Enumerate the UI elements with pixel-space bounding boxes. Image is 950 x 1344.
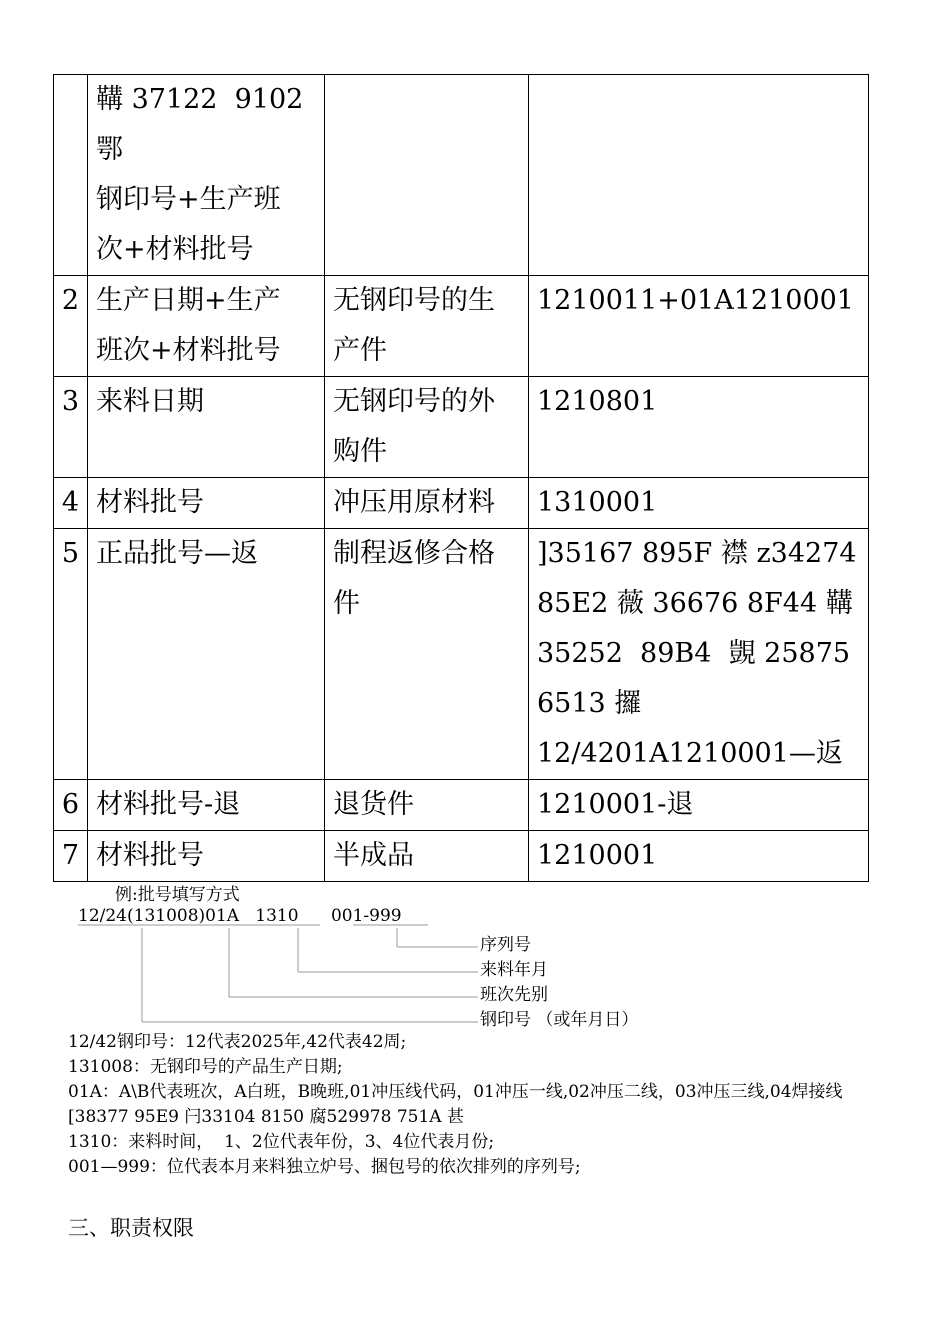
example-line: 6513 攞	[537, 688, 642, 719]
usage-line: 冲压用原材料	[333, 487, 495, 518]
method-line: 钢印号+生产班	[96, 184, 281, 215]
usage-line: 制程返修合格	[333, 538, 495, 569]
row-number: 6	[54, 780, 88, 831]
usage-line: 无钢印号的生	[333, 285, 495, 316]
row-number: 5	[54, 529, 88, 780]
usage-line: 产件	[333, 335, 387, 366]
legend-stamp-number: 钢印号 （或年月日）	[480, 1010, 639, 1030]
example-line: 1210011+01A1210001	[537, 285, 854, 316]
row-number: 3	[54, 377, 88, 478]
example-batch-code: 12/24(131008)01A 1310 001-999	[78, 906, 402, 926]
example-line: 35252 89B4 覬 25875	[537, 638, 851, 669]
section-heading: 三、职责权限	[68, 1216, 194, 1240]
usage-line: 无钢印号的外	[333, 386, 495, 417]
method-line: 鄂	[96, 134, 123, 165]
note-garbled: [38377 95E9 闩33104 8150 腐529978 751A 甚	[68, 1107, 464, 1127]
note-arrival-time: 1310：来料时间， 1、2位代表年份，3、4位代表月份;	[68, 1132, 495, 1152]
method-line: 鞲 37122 9102	[96, 84, 304, 115]
note-production-date: 131008：无钢印号的产品生产日期;	[68, 1057, 343, 1077]
method-line: 次+材料批号	[96, 234, 254, 265]
example-line: 1210801	[537, 386, 658, 417]
row-number: 2	[54, 276, 88, 377]
method-line: 来料日期	[96, 386, 204, 417]
example-line: 85E2 薇 36676 8F44 鞲	[537, 588, 853, 619]
usage-line: 半成品	[333, 840, 414, 871]
usage-line: 购件	[333, 436, 387, 467]
explanation-notes	[68, 1030, 898, 1180]
note-stamp: 12/42钢印号：12代表2025年,42代表42周;	[68, 1032, 407, 1052]
row-number: 4	[54, 478, 88, 529]
method-line: 正品批号—返	[96, 538, 258, 569]
note-serial: 001—999：位代表本月来料独立炉号、捆包号的依次排列的序列号;	[68, 1157, 581, 1177]
method-line: 材料批号	[96, 840, 204, 871]
method-line: 材料批号	[96, 487, 204, 518]
note-shift-line: 01A：A\B代表班次，A白班，B晚班,01冲压线代码，01冲压一线,02冲压二线，03冲压三线,04焊接线	[68, 1082, 843, 1102]
example-line: 1210001	[537, 840, 658, 871]
example-line: 1210001-退	[537, 789, 694, 820]
method-line: 班次+材料批号	[96, 335, 281, 366]
row-number: 7	[54, 831, 88, 882]
usage-line: 件	[333, 588, 360, 619]
method-line: 生产日期+生产	[96, 285, 281, 316]
method-line: 材料批号-退	[96, 789, 241, 820]
example-line: 12/4201A1210001—返	[537, 738, 843, 769]
example-line: ]35167 895F 襟 z34274	[537, 538, 857, 569]
legend-serial-number: 序列号	[480, 935, 531, 955]
example-title: 例:批号填写方式	[115, 885, 240, 905]
legend-arrival-year-month: 来料年月	[480, 960, 548, 980]
usage-line: 退货件	[333, 789, 414, 820]
example-line: 1310001	[537, 487, 658, 518]
legend-shift: 班次先别	[480, 985, 548, 1005]
